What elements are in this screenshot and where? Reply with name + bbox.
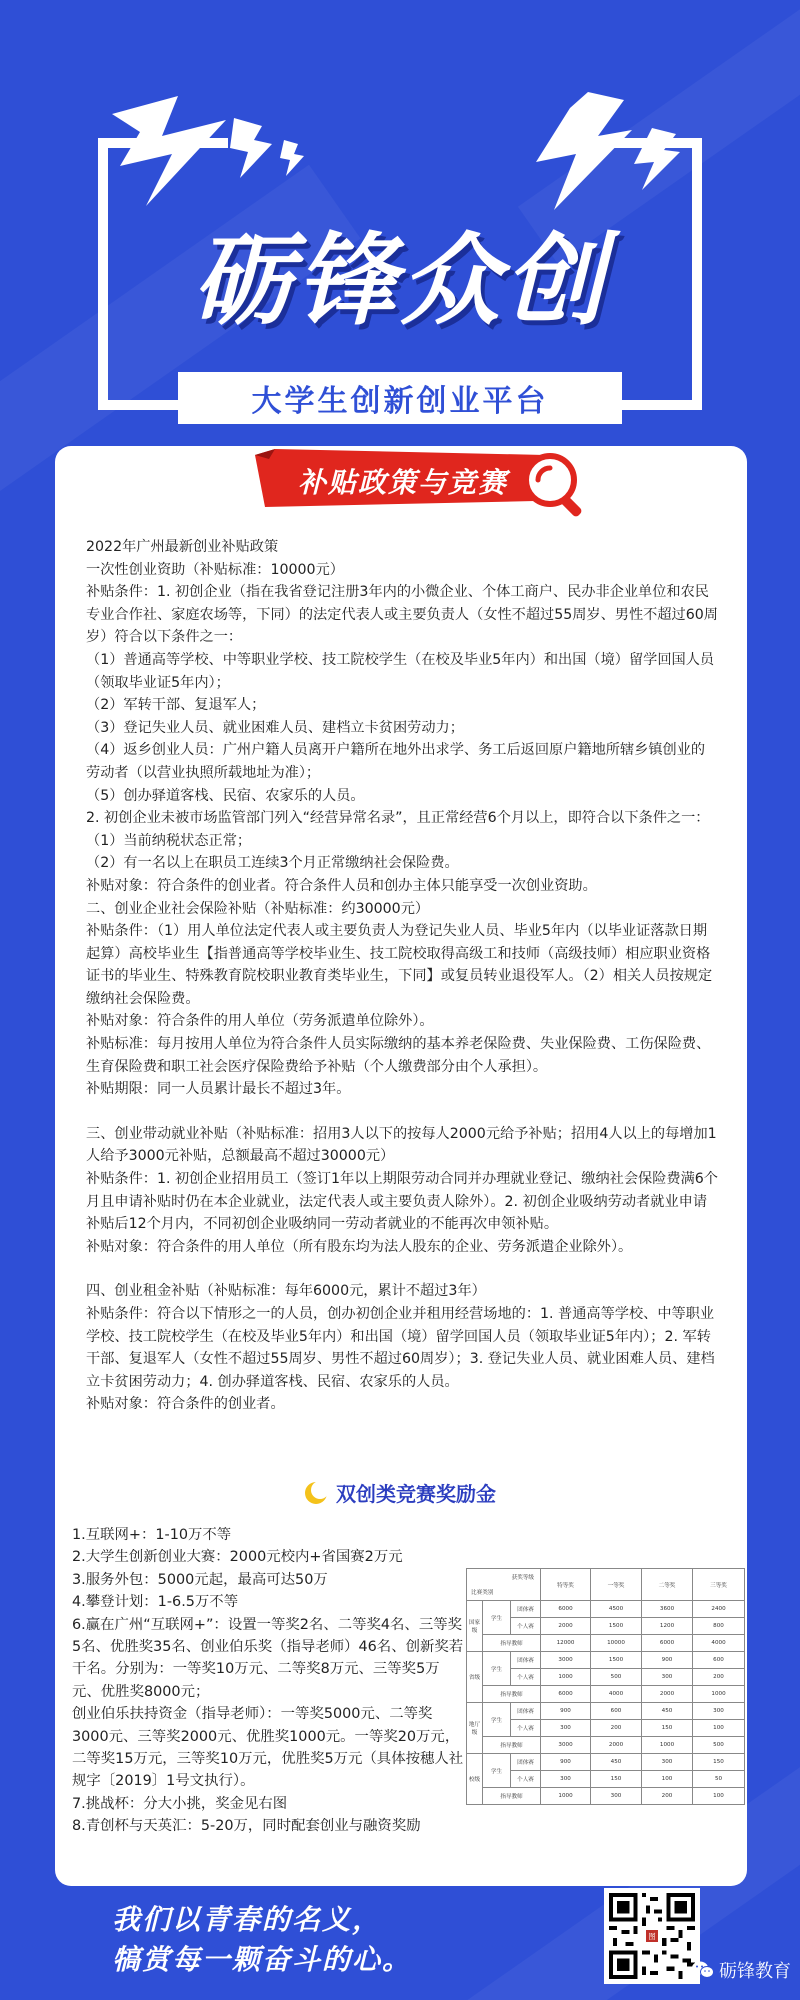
table-cell: 450 xyxy=(591,1754,642,1771)
table-cell: 1000 xyxy=(642,1737,693,1754)
table-cell: 100 xyxy=(693,1788,745,1805)
type-cell: 个人赛 xyxy=(511,1618,541,1635)
wechat-icon xyxy=(692,1961,714,1979)
policy-line: （2）有一名以上在职员工连续3个月正常缴纳社会保险费。 xyxy=(86,855,459,872)
qr-center-label: 图 xyxy=(648,1931,656,1941)
table-cell: 800 xyxy=(693,1618,745,1635)
lightning-bolt-icon xyxy=(632,128,682,190)
table-cell: 900 xyxy=(541,1703,591,1720)
table-cell: 450 xyxy=(642,1703,693,1720)
type-cell: 团体赛 xyxy=(511,1652,541,1669)
type-cell: 团体赛 xyxy=(511,1754,541,1771)
table-row xyxy=(467,1737,745,1754)
award-item: 6.赢在广州“互联网+”：设置一等奖2名、二等奖4名、三等奖5名、优胜奖35名、创业伯乐奖（指导老师）46名、创新奖若干名。分别为：一等奖10万元、二等奖8万元、三等奖5万元、优胜奖8000元； xyxy=(72,1616,464,1700)
policy-line: 补贴对象：符合条件的用人单位（劳务派遣单位除外）。 xyxy=(86,1013,434,1030)
table-cell: 900 xyxy=(541,1754,591,1771)
level-cell: 国家级 xyxy=(467,1601,483,1652)
policy-line: （5）创办驿道客栈、民宿、农家乐的人员。 xyxy=(86,787,365,804)
table-cell: 150 xyxy=(591,1771,642,1788)
table-cell: 300 xyxy=(693,1703,745,1720)
header-frame xyxy=(98,400,178,410)
table-cell: 2000 xyxy=(591,1737,642,1754)
qr-code[interactable] xyxy=(604,1888,700,1984)
corner-bottom-label: 比赛类别 xyxy=(471,1590,494,1596)
brand-name: 砺锋教育 xyxy=(719,1961,791,1982)
table-cell: 600 xyxy=(591,1703,642,1720)
level-cell: 地厅级 xyxy=(467,1703,483,1754)
table-cell: 300 xyxy=(642,1669,693,1686)
table-cell: 3000 xyxy=(541,1737,591,1754)
table-cell: 2000 xyxy=(642,1686,693,1703)
corner-top-label: 获奖等级 xyxy=(511,1575,535,1581)
table-corner-header xyxy=(467,1569,541,1601)
policy-line: 补贴条件：符合以下情形之一的人员，创办初创企业并租用经营场地的：1. 普通高等学校、中等职业学校、技工院校学生（在校及毕业5年内）和出国（境）留学回国人员（领取毕业证5年内）；2. 军转干部、复退军人（女性不超过55周岁、男性不超过60周岁）；3. 登记失业人员、就业困难人员、建档立卡贫困劳动力；4. 创办驿道客栈、民宿、农家乐的人员。 xyxy=(86,1306,715,1390)
table-row xyxy=(467,1686,745,1703)
policy-line: 三、创业带动就业补贴（补贴标准：招用3人以下的按每人2000元给予补贴；招用4人以上的每增加1人给予3000元补贴，总额最高不超过30000元） xyxy=(86,1125,717,1165)
policy-line: 一次性创业资助（补贴标准：10000元） xyxy=(86,561,344,578)
type-cell: 个人赛 xyxy=(511,1720,541,1737)
table-cell: 900 xyxy=(642,1652,693,1669)
table-cell: 500 xyxy=(693,1737,745,1754)
policy-line: 补贴期限：同一人员累计最长不超过3年。 xyxy=(86,1081,351,1098)
award-item: 创业伯乐扶持资金（指导老师）：一等奖5000元、二等奖3000元、三等奖2000元、优胜奖1000元。一等奖20万元，二等奖15万元，三等奖10万元，优胜奖5万元（具体按穗人社规字〔2019〕1号文执行）。 xyxy=(72,1706,464,1790)
lightning-bolt-icon xyxy=(112,96,232,206)
table-row xyxy=(467,1601,745,1618)
contest-heading xyxy=(0,1478,800,1507)
contest-title: 双创类竞赛奖励金 xyxy=(336,1482,496,1506)
award-table xyxy=(466,1568,745,1805)
table-cell: 200 xyxy=(642,1788,693,1805)
award-item: 8.青创杯与天英汇：5-20万，同时配套创业与融资奖励 xyxy=(72,1818,421,1835)
policy-line: 二、创业企业社会保险补贴（补贴标准：约30000元） xyxy=(86,900,430,917)
category-cell: 指导教师 xyxy=(483,1686,541,1703)
table-cell: 1500 xyxy=(591,1618,642,1635)
policy-line: （1）当前纳税状态正常； xyxy=(86,832,252,849)
category-cell: 学生 xyxy=(483,1652,511,1686)
award-item: 7.挑战杯：分大小挑，奖金见右图 xyxy=(72,1795,288,1812)
table-cell: 1000 xyxy=(693,1686,745,1703)
lightning-bolt-icon xyxy=(280,140,304,176)
table-row xyxy=(467,1635,745,1652)
award-item: 1.互联网+：1-10万不等 xyxy=(72,1527,232,1543)
policy-line: 补贴对象：符合条件的创业者。符合条件人员和创办主体只能享受一次创业资助。 xyxy=(86,877,597,894)
lightning-bolt-icon xyxy=(528,92,638,210)
policy-line: 补贴标准：每月按用人单位为符合条件人员实际缴纳的基本养老保险费、失业保险费、工伤保险费、生育保险费和职工社会医疗保险费给予补贴（个人缴费部分由个人承担）。 xyxy=(86,1036,711,1075)
policy-line: 2. 初创企业未被市场监管部门列入“经营异常名录”，且正常经营6个月以上，即符合以下条件之一： xyxy=(86,810,710,827)
header-frame xyxy=(622,400,702,410)
policy-line: （1）普通高等学校、中等职业学校、技工院校学生（在校及毕业5年内）和出国（境）留学回国人员（领取毕业证5年内）； xyxy=(86,651,715,691)
category-cell: 学生 xyxy=(483,1754,511,1788)
policy-line: 补贴对象：符合条件的用人单位（所有股东均为法人股东的企业、劳务派遣企业除外）。 xyxy=(86,1238,633,1255)
category-cell: 指导教师 xyxy=(483,1635,541,1652)
table-cell: 1200 xyxy=(642,1618,693,1635)
table-cell: 6000 xyxy=(541,1686,591,1703)
table-cell: 1000 xyxy=(541,1788,591,1805)
type-cell: 团体赛 xyxy=(511,1601,541,1618)
table-cell: 3600 xyxy=(642,1601,693,1618)
table-cell: 12000 xyxy=(541,1635,591,1652)
slogan xyxy=(112,1900,562,1980)
table-cell: 150 xyxy=(642,1720,693,1737)
policy-line: （4）返乡创业人员：广州户籍人员离开户籍所在地外出求学、务工后返回原户籍地所辖乡镇创业的劳动者（以营业执照所载地址为准）； xyxy=(86,742,706,781)
award-item: 4.攀登计划：1-6.5万不等 xyxy=(72,1594,239,1611)
policy-line: 补贴条件：1. 初创企业（指在我省登记注册3年内的小微企业、个体工商户、民办非企业单位和农民专业合作社、家庭农场等，下同）的法定代表人或主要负责人（女性不超过55周岁、男性不超过60周岁）符合以下条件之一： xyxy=(86,584,718,646)
subtitle-banner xyxy=(178,372,622,424)
policy-line: 补贴条件：（1）用人单位法定代表人或主要负责人为登记失业人员、毕业5年内（以毕业证落款日期起算）高校毕业生【指普通高等学校毕业生、技工院校取得高级工和技师（高级技师）相应职业资格证书的毕业生、特殊教育院校职业教育类毕业生，下同】或复员转业退役军人。（2）相关人员按规定缴纳社会保险费。 xyxy=(86,923,713,1007)
table-cell: 300 xyxy=(591,1788,642,1805)
type-cell: 个人赛 xyxy=(511,1771,541,1788)
table-cell: 4000 xyxy=(591,1686,642,1703)
table-cell: 300 xyxy=(541,1720,591,1737)
table-cell: 300 xyxy=(642,1754,693,1771)
table-row xyxy=(467,1652,745,1669)
category-cell: 指导教师 xyxy=(483,1737,541,1754)
category-cell: 学生 xyxy=(483,1601,511,1635)
policy-line: （3）登记失业人员、就业困难人员、建档立卡贫困劳动力； xyxy=(86,719,464,736)
slogan-line: 犒赏每一颗奋斗的心。 xyxy=(112,1943,413,1976)
award-item: 3.服务外包：5000元起，最高可达50万 xyxy=(72,1571,328,1588)
ribbon-label: 补贴政策与竞赛 xyxy=(297,466,508,499)
table-header: 特等奖 xyxy=(541,1569,591,1601)
paragraph-gap xyxy=(86,1258,718,1280)
table-cell: 1000 xyxy=(541,1669,591,1686)
table-row xyxy=(467,1788,745,1805)
table-cell: 500 xyxy=(591,1669,642,1686)
brand-subtitle: 大学生创新创业平台 xyxy=(251,384,549,419)
brand-title: 砺锋众创 xyxy=(192,222,608,339)
section-ribbon xyxy=(255,449,565,507)
table-cell: 150 xyxy=(693,1754,745,1771)
policy-line: 2022年广州最新创业补贴政策 xyxy=(86,539,279,555)
award-list xyxy=(72,1524,468,1838)
policy-line: （2）军转干部、复退军人； xyxy=(86,697,266,714)
category-cell: 学生 xyxy=(483,1703,511,1737)
table-row xyxy=(467,1754,745,1771)
table-cell: 10000 xyxy=(591,1635,642,1652)
table-cell: 1500 xyxy=(591,1652,642,1669)
table-cell: 2400 xyxy=(693,1601,745,1618)
moon-icon xyxy=(304,1481,328,1505)
table-cell: 600 xyxy=(693,1652,745,1669)
table-cell: 50 xyxy=(693,1771,745,1788)
table-cell: 300 xyxy=(541,1771,591,1788)
table-cell: 4500 xyxy=(591,1601,642,1618)
lightning-bolt-icon xyxy=(228,118,274,178)
table-header: 二等奖 xyxy=(642,1569,693,1601)
table-header: 一等奖 xyxy=(591,1569,642,1601)
policy-line: 补贴条件：1. 初创企业招用员工（签订1年以上期限劳动合同并办理就业登记、缴纳社会保险费满6个月且申请补贴时仍在本企业就业，法定代表人或主要负责人除外）。2. 初创企业吸纳劳动者就业申请补贴后12个月内，不同初创企业吸纳同一劳动者就业的不能再次申领补贴。 xyxy=(86,1171,718,1233)
level-cell: 校级 xyxy=(467,1754,483,1805)
award-item: 2.大学生创新创业大赛：2000元校内+省国赛2万元 xyxy=(72,1549,403,1566)
table-cell: 200 xyxy=(591,1720,642,1737)
policy-line: 四、创业租金补贴（补贴标准：每年6000元，累计不超过3年） xyxy=(86,1283,486,1300)
table-header: 三等奖 xyxy=(693,1569,745,1601)
table-cell: 2000 xyxy=(541,1618,591,1635)
table-cell: 4000 xyxy=(693,1635,745,1652)
qr-code-pattern xyxy=(609,1893,695,1979)
policy-text xyxy=(86,536,718,1416)
table-row xyxy=(467,1703,745,1720)
table-cell: 6000 xyxy=(541,1601,591,1618)
table-cell: 3000 xyxy=(541,1652,591,1669)
table-cell: 200 xyxy=(693,1669,745,1686)
table-cell: 100 xyxy=(642,1771,693,1788)
type-cell: 团体赛 xyxy=(511,1703,541,1720)
category-cell: 指导教师 xyxy=(483,1788,541,1805)
magnifier-icon xyxy=(520,450,590,520)
policy-line: 补贴对象：符合条件的创业者。 xyxy=(86,1396,285,1413)
level-cell: 省级 xyxy=(467,1652,483,1703)
slogan-line: 我们以青春的名义， xyxy=(112,1903,383,1936)
footer-brand xyxy=(692,1957,791,1983)
type-cell: 个人赛 xyxy=(511,1669,541,1686)
paragraph-gap xyxy=(86,1101,718,1123)
table-cell: 6000 xyxy=(642,1635,693,1652)
table-cell: 100 xyxy=(693,1720,745,1737)
